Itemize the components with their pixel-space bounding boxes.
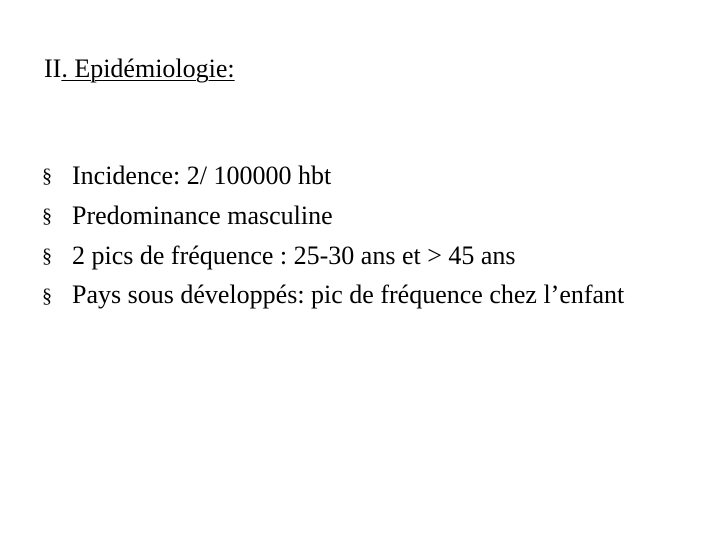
bullet-text: Pays sous développés: pic de fréquence chez l’enfant bbox=[72, 280, 625, 309]
bullet-item-peaks bbox=[42, 236, 682, 276]
title-underlined: . Epidémiologie: bbox=[61, 54, 235, 83]
bullet-text: Incidence: 2/ 100000 hbt bbox=[72, 161, 332, 190]
bullet-item-incidence bbox=[42, 156, 682, 196]
bullet-item-predominance bbox=[42, 196, 682, 236]
title-prefix: II bbox=[44, 54, 62, 83]
bullet-marker: § bbox=[42, 165, 52, 187]
bullet-marker: § bbox=[42, 285, 52, 307]
bullet-text: Predominance masculine bbox=[72, 201, 333, 230]
bullet-text: 2 pics de fréquence : 25-30 ans et > 45 ans bbox=[72, 241, 516, 270]
bullet-list bbox=[42, 156, 682, 314]
bullet-marker: § bbox=[42, 245, 52, 267]
bullet-marker: § bbox=[42, 205, 52, 227]
bullet-item-developing-countries bbox=[42, 276, 672, 314]
slide-title bbox=[44, 52, 235, 86]
